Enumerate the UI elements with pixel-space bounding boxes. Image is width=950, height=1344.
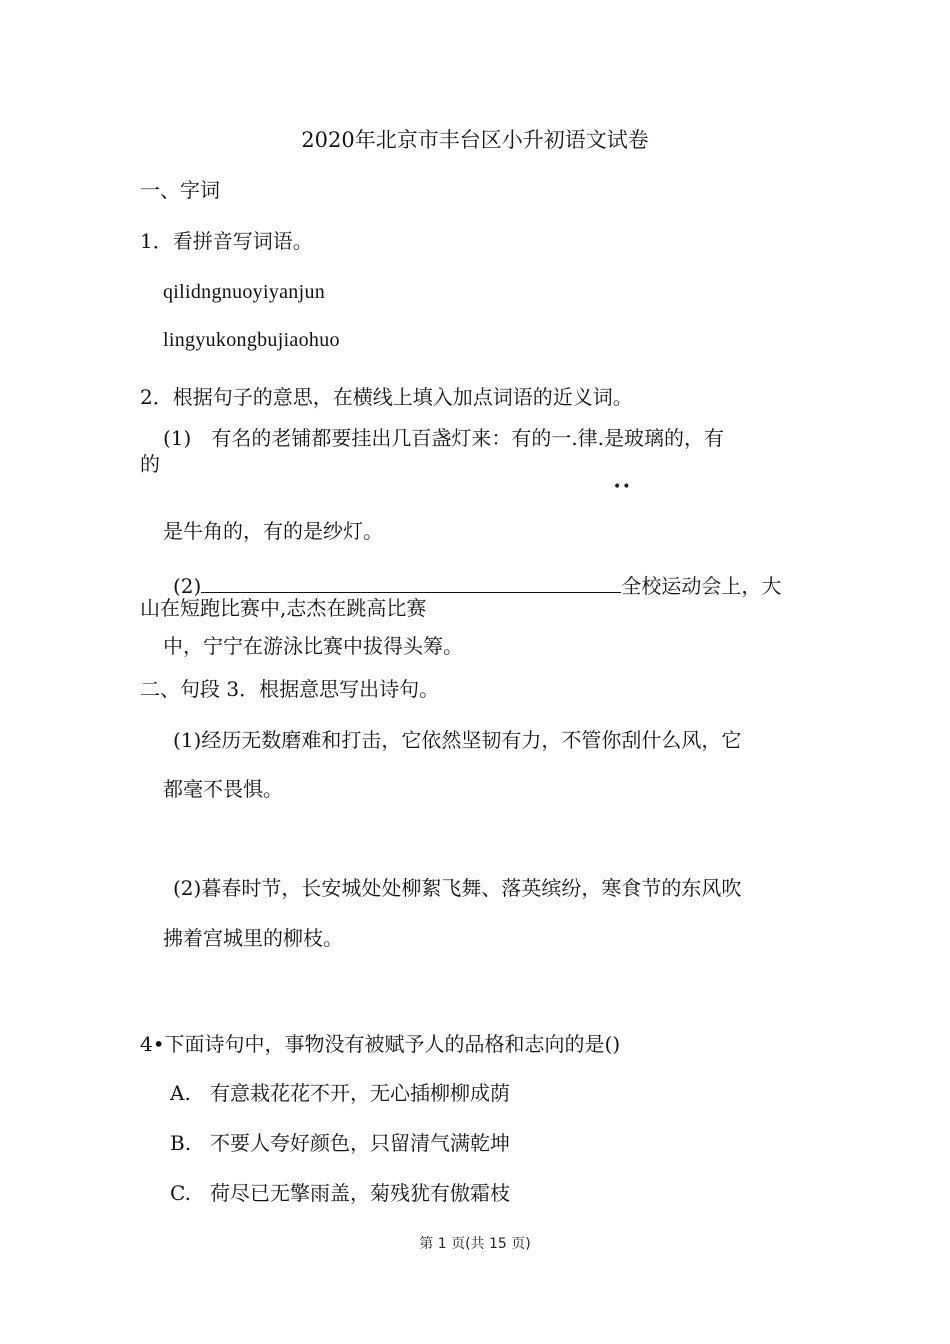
option-letter: A. <box>170 1081 191 1105</box>
option-text: 荷尽已无擎雨盖，菊残犹有傲霜枝 <box>210 1181 510 1205</box>
question-2-part-2-line-3: 中，宁宁在游泳比赛中拔得头筹。 <box>163 634 463 658</box>
question-2-part-1-line-3: 是牛角的，有的是纱灯。 <box>163 519 383 543</box>
question-3-part-1-line-2: 都毫不畏惧。 <box>163 777 283 801</box>
option-letter: C. <box>170 1181 191 1205</box>
pinyin-line-1: qilidngnuoyiyanjun <box>163 281 326 303</box>
page-title: 2020年北京市丰台区小升初语文试卷 <box>301 128 649 152</box>
question-1-stem: 1．看拼音写词语。 <box>140 229 313 253</box>
question-2-part-1-line-2: 的 <box>140 452 160 476</box>
section-heading-words: 一、字词 <box>140 178 220 202</box>
emphasis-dots: •• <box>613 479 632 495</box>
option-a[interactable] <box>170 1080 510 1106</box>
part-2-label: (2) <box>173 574 202 598</box>
question-2-part-1-line-1: (1) 有名的老铺都要挂出几百盏灯来：有的一.律.是玻璃的，有 <box>163 426 725 450</box>
question-4-stem: 4•下面诗句中，事物没有被赋予人的品格和志向的是() <box>140 1032 621 1056</box>
option-text: 不要人夸好颜色，只留清气满乾坤 <box>210 1131 510 1155</box>
option-c[interactable] <box>170 1180 510 1206</box>
page-footer: 第 1 页(共 15 页) <box>419 1236 531 1252</box>
pinyin-line-2: lingyukongbujiaohuo <box>163 329 340 351</box>
question-2-part-2-line-2: 山在短跑比赛中,志杰在跳高比赛 <box>140 596 427 620</box>
part-2-text: 全校运动会上，大 <box>621 574 782 598</box>
question-2-stem: 2．根据句子的意思，在横线上填入加点词语的近义词。 <box>140 385 633 409</box>
question-3-part-2-line-1: (2)暮春时节，长安城处处柳絮飞舞、落英缤纷，寒食节的东风吹 <box>173 876 742 900</box>
section-heading-sentences: 二、句段 3．根据意思写出诗句。 <box>140 677 440 701</box>
option-text: 有意栽花花不开，无心插柳柳成荫 <box>210 1081 510 1105</box>
question-3-part-1-line-1: (1)经历无数磨难和打击，它依然坚韧有力，不管你刮什么风，它 <box>173 728 742 752</box>
question-3-part-2-line-2: 拂着宫城里的柳枝。 <box>163 926 343 950</box>
option-letter: B. <box>170 1131 192 1155</box>
answer-blank[interactable] <box>201 570 621 593</box>
option-b[interactable] <box>170 1130 510 1156</box>
